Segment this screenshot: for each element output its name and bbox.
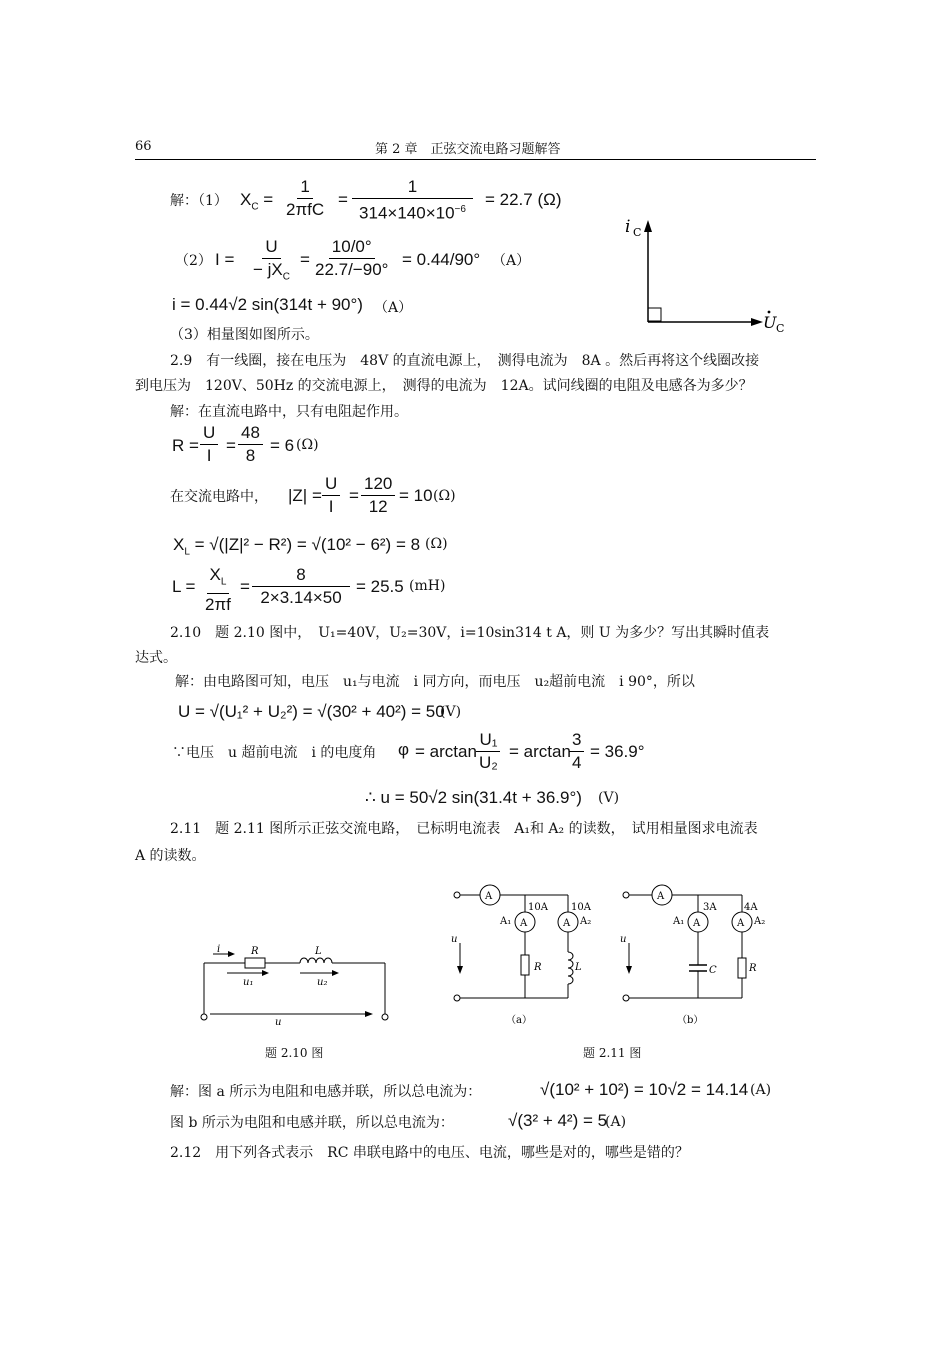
svg-text:A: A (485, 891, 493, 902)
l-fraction-1: $\frac{X_L}{2\pi f}$ (205, 565, 231, 615)
l-result: = 25.5 (356, 577, 404, 596)
equals: = (226, 436, 236, 455)
svg-text:R: R (251, 946, 259, 957)
u-unit: (V) (440, 704, 462, 720)
xc-symbol: $X_C$ = (240, 190, 274, 213)
angle-fraction-1: $\frac{\text{U₁}}{\text{U₂}}$ (476, 729, 501, 774)
question-2-10-line2: 达式。 (135, 650, 177, 666)
solution-2-11-b-equation: √(3² + 4²) = 5 (508, 1111, 608, 1130)
question-2-11-line1: 2.11 题 2.11 图所示正弦交流电路， 已标明电流表 A₁和 A₂ 的读数， 试用相量图求电流表 (170, 821, 758, 837)
svg-text:3A: 3A (703, 902, 717, 913)
step-3-text: （3）相量图如图所示。 (170, 327, 319, 343)
svg-text:u₂: u₂ (317, 977, 328, 988)
u-instantaneous: ∴ u = 50√2 sin(31.4t + 36.9°) (365, 788, 582, 807)
svg-text:u₁: u₁ (243, 977, 254, 988)
question-2-9-line1: 2.9 有一线圈，接在电压为 48V 的直流电源上， 测得电流为 8A 。然后再将这个线圈改接 (170, 353, 760, 369)
xl-equation: $X_L = √(|Z|^2 - R^2) = √(10^2 - 6^2) = 8$ (173, 535, 421, 558)
svg-text:i: i (217, 944, 221, 955)
svg-text:A: A (737, 918, 745, 929)
svg-text:A: A (657, 891, 665, 902)
solution-label: 解：（1） (170, 193, 228, 209)
svg-text:C: C (776, 322, 785, 335)
svg-text:L: L (575, 962, 582, 973)
solution-2-11-b-text: 图 b 所示为电阻和电感并联，所以总电流为： (170, 1115, 454, 1131)
svg-text:10A: 10A (571, 902, 591, 913)
solution-2-11-a-equation: √(10² + 10²) = 10√2 = 14.14 (540, 1080, 749, 1099)
step-2-label: （2） (175, 253, 212, 269)
r-lhs: R = (172, 436, 199, 455)
header-rule (135, 159, 816, 160)
l-fraction-2: $\frac{8}{2\times 3.14\times 50}$ (252, 564, 350, 609)
figure-2-11b-circuit (617, 880, 777, 1030)
r-result: = 6 (270, 436, 295, 455)
figure-2-11a-circuit (448, 880, 608, 1030)
u-instantaneous-unit: (V) (598, 790, 620, 806)
svg-text:A₁: A₁ (673, 916, 685, 927)
equals: = (240, 577, 250, 596)
z-fraction-2: $\frac{120}{12}$ (361, 473, 395, 518)
question-2-9-line2: 到电压为 120V、50Hz 的交流电源上， 测得的电流为 12A。试问线圈的电阻及电感各为多少？ (135, 378, 753, 394)
angle-result: = 36.9° (590, 742, 645, 761)
svg-text:4A: 4A (744, 902, 758, 913)
l-lhs: L = (172, 577, 196, 596)
angle-text: ∵电压 u 超前电流 i 的电度角 (172, 745, 377, 761)
angle-fraction-2: $\frac{3}{4}$ (569, 729, 584, 774)
z-result: = 10 (399, 486, 433, 505)
svg-text:10A: 10A (528, 902, 548, 913)
svg-text:u: u (451, 934, 458, 945)
svg-text:（b）: （b） (677, 1015, 704, 1026)
xl-unit: (Ω) (425, 536, 448, 552)
r-fraction-1: $\frac{U}{I}$ (200, 422, 218, 467)
z-unit: (Ω) (433, 488, 456, 504)
question-2-10-line1: 2.10 题 2.10 图中， U₁=40V，U₂=30V，i=10sin314 t A，则 U 为多少？写出其瞬时值表 (170, 625, 770, 641)
xc-fraction-2: $\frac{1}{314\times 140\times 10^{-6}}$ (352, 176, 473, 225)
z-fraction-1: $\frac{U}{I}$ (322, 473, 340, 518)
current-phasor-lhs: I = (215, 250, 235, 269)
chapter-title: 第 2 章 正弦交流电路习题解答 (375, 142, 561, 157)
r-unit: (Ω) (296, 437, 319, 453)
svg-text:u: u (275, 1017, 282, 1028)
l-unit: (mH) (409, 578, 446, 594)
page-number: 66 (135, 139, 152, 154)
figure-2-10-caption: 题 2.10 图 (265, 1046, 324, 1060)
solution-2-10-line: 解：由电路图可知，电压 u₁与电流 i 同方向，而电压 u₂超前电流 i 90°，所以 (175, 674, 695, 690)
svg-text:（a）: （a） (506, 1015, 532, 1026)
svg-text:u: u (620, 934, 627, 945)
svg-text:C: C (709, 965, 717, 976)
ac-intro: 在交流电路中， (170, 489, 268, 505)
solution-2-9-intro: 解：在直流电路中，只有电阻起作用。 (170, 404, 408, 420)
current-instantaneous: i = 0.44√2 sin(314t + 90°) (172, 295, 363, 314)
equals: = (338, 190, 348, 209)
svg-text:A: A (563, 918, 571, 929)
phasor-uc-label: U (763, 313, 777, 332)
current-instantaneous-unit: （A） (374, 300, 413, 316)
current-unit: （A） (492, 253, 531, 269)
xc-fraction-1: 1 2πfC (286, 177, 325, 219)
phasor-diagram (615, 210, 790, 335)
equals: = (300, 250, 310, 269)
figure-2-11-caption: 题 2.11 图 (583, 1046, 642, 1060)
current-result: = 0.44/90° (402, 250, 481, 269)
svg-text:A₁: A₁ (500, 916, 512, 927)
svg-text:R: R (749, 963, 757, 974)
svg-text:A₂: A₂ (580, 916, 592, 927)
figure-2-10-circuit (195, 935, 395, 1030)
solution-2-11-a-text: 解：图 a 所示为电阻和电感并联，所以总电流为： (170, 1084, 482, 1100)
angle-arctan-1: = arctan (415, 742, 477, 761)
equals: = (349, 486, 359, 505)
svg-text:L: L (315, 946, 322, 957)
svg-text:A: A (520, 918, 528, 929)
u-equation: U = √(U₁² + U₂²) = √(30² + 40²) = 50 (178, 702, 445, 721)
z-lhs: |Z| = (288, 486, 322, 505)
question-2-11-line2: A 的读数。 (135, 848, 206, 864)
svg-text:R: R (534, 962, 542, 973)
svg-text:C: C (633, 226, 642, 239)
svg-text:A₂: A₂ (754, 916, 766, 927)
current-fraction-1: U − $jX_C$ (253, 237, 291, 283)
xc-result: = 22.7 (Ω) (485, 190, 562, 209)
phasor-ic-label: i (625, 217, 631, 237)
phi-symbol: φ (398, 740, 410, 759)
current-fraction-2: $\frac{10/0^\circ}{22.7/-90^\circ}$ (315, 237, 389, 279)
solution-2-11-a-unit: (A) (750, 1082, 772, 1098)
r-fraction-2: $\frac{48}{8}$ (238, 422, 263, 467)
question-2-12-line1: 2.12 用下列各式表示 RC 串联电路中的电压、电流，哪些是对的，哪些是错的？ (170, 1145, 689, 1161)
angle-arctan-2: = arctan (509, 742, 571, 761)
svg-text:A: A (693, 918, 701, 929)
solution-2-11-b-unit: (A) (605, 1114, 627, 1130)
